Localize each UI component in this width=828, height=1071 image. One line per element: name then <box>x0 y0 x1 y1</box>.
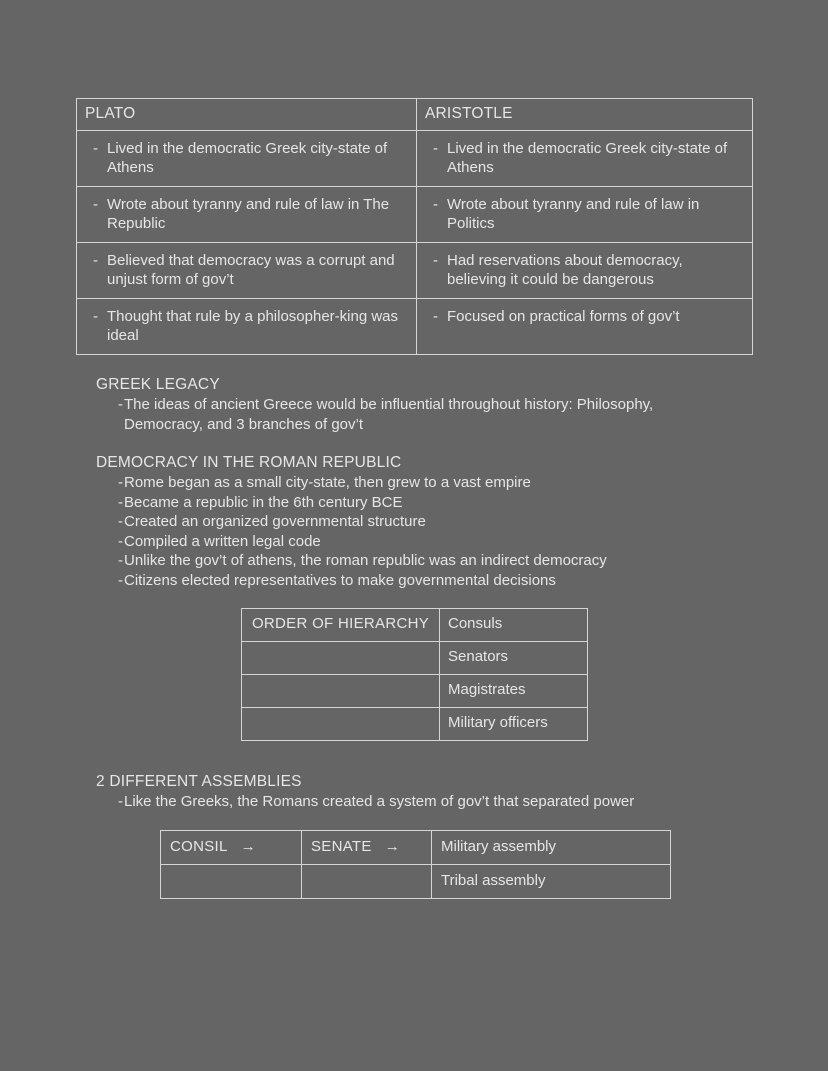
roman-republic-section <box>96 454 607 590</box>
assembly-cell-2: Tribal assembly <box>432 865 671 899</box>
greek-legacy-list <box>96 395 724 434</box>
cell-aristotle-1 <box>417 131 753 187</box>
hierarchy-empty-cell <box>242 642 440 675</box>
empty-cell <box>161 865 302 899</box>
cell-aristotle-3 <box>417 243 753 299</box>
list-item-text: The ideas of ancient Greece would be influential throughout history: Philosophy, Democracy, and 3 branches of gov’t <box>124 396 654 433</box>
list-item-text: Became a republic in the 6th century BCE <box>124 493 403 511</box>
bullet-dash: - <box>93 196 98 214</box>
column-header-aristotle: ARISTOTLE <box>417 99 753 131</box>
assemblies-heading: 2 DIFFERENT ASSEMBLIES <box>96 773 302 790</box>
hierarchy-rank-2: Senators <box>440 642 588 675</box>
list-item-text: Created an organized governmental structure <box>124 513 426 530</box>
bullet-dash: - <box>118 532 123 550</box>
cell-text: Believed that democracy was a corrupt and unjust form of gov’t <box>107 252 395 289</box>
list-item-text: Like the Greeks, the Romans created a system of gov’t that separated power <box>124 793 635 810</box>
hierarchy-empty-cell <box>242 675 440 708</box>
table-row <box>242 708 588 741</box>
list-item <box>96 473 607 493</box>
senate-label: SENATE <box>311 838 372 855</box>
cell-text: Thought that rule by a philosopher-king was ideal <box>107 308 399 345</box>
table-row <box>77 131 753 187</box>
assembly-flow-table <box>160 830 671 899</box>
consil-cell <box>161 831 302 865</box>
bullet-dash: - <box>433 140 438 157</box>
list-item <box>96 493 607 513</box>
order-of-hierarchy-table <box>241 608 588 741</box>
hierarchy-rank-1: Consuls <box>440 609 588 642</box>
assembly-cell-1: Military assembly <box>432 831 671 865</box>
table-row <box>77 299 753 355</box>
hierarchy-empty-cell <box>242 708 440 741</box>
bullet-dash: - <box>433 196 438 214</box>
table-row <box>161 865 671 899</box>
cell-plato-2 <box>77 187 417 243</box>
list-item-text: Rome began as a small city-state, then grew to a vast empire <box>124 474 531 491</box>
list-item-text: Citizens elected representatives to make governmental decisions <box>124 571 556 589</box>
cell-text: Focused on practical forms of gov’t <box>447 308 680 326</box>
hierarchy-label-cell: ORDER OF HIERARCHY <box>242 609 440 642</box>
table-row <box>242 642 588 675</box>
plato-aristotle-comparison-table <box>76 98 753 355</box>
bullet-dash: - <box>118 513 123 530</box>
assemblies-list <box>96 792 634 812</box>
bullet-dash: - <box>433 252 438 270</box>
consil-label: CONSIL <box>170 838 228 855</box>
list-item <box>96 512 607 532</box>
hierarchy-rank-4: Military officers <box>440 708 588 741</box>
bullet-dash: - <box>118 793 123 810</box>
bullet-dash: - <box>118 474 123 491</box>
bullet-dash: - <box>118 493 123 511</box>
list-item <box>96 532 607 552</box>
table-row <box>77 187 753 243</box>
arrow-right-icon: → <box>384 838 400 855</box>
greek-legacy-section <box>96 376 724 434</box>
table-row <box>242 609 588 642</box>
bullet-dash: - <box>118 571 123 589</box>
cell-text: Wrote about tyranny and rule of law in The Republic <box>107 196 390 233</box>
greek-legacy-heading: GREEK LEGACY <box>96 376 220 393</box>
assemblies-section <box>96 773 634 812</box>
bullet-dash: - <box>118 396 123 413</box>
table-row <box>161 831 671 865</box>
column-header-plato: PLATO <box>77 99 417 131</box>
hierarchy-rank-3: Magistrates <box>440 675 588 708</box>
cell-text: Had reservations about democracy, believing it could be dangerous <box>447 252 683 289</box>
bullet-dash: - <box>93 252 98 270</box>
cell-aristotle-2 <box>417 187 753 243</box>
table-header-row <box>77 99 753 131</box>
list-item <box>96 551 607 571</box>
cell-text: Lived in the democratic Greek city-state of Athens <box>107 140 388 177</box>
arrow-right-icon: → <box>240 838 256 855</box>
list-item-text: Unlike the gov’t of athens, the roman republic was an indirect democracy <box>124 552 607 569</box>
table-row <box>77 243 753 299</box>
cell-plato-4 <box>77 299 417 355</box>
cell-plato-3 <box>77 243 417 299</box>
table-row <box>242 675 588 708</box>
list-item <box>96 792 634 812</box>
roman-republic-list <box>96 473 607 590</box>
list-item <box>96 395 724 434</box>
list-item-text: Compiled a written legal code <box>124 532 321 550</box>
cell-aristotle-4 <box>417 299 753 355</box>
list-item <box>96 571 607 591</box>
empty-cell <box>302 865 432 899</box>
bullet-dash: - <box>433 308 438 326</box>
cell-text: Lived in the democratic Greek city-state of Athens <box>447 140 728 177</box>
senate-cell <box>302 831 432 865</box>
bullet-dash: - <box>93 140 98 157</box>
roman-republic-heading: DEMOCRACY IN THE ROMAN REPUBLIC <box>96 454 402 471</box>
cell-plato-1 <box>77 131 417 187</box>
cell-text: Wrote about tyranny and rule of law in Politics <box>447 196 700 233</box>
bullet-dash: - <box>93 308 98 326</box>
bullet-dash: - <box>118 552 123 569</box>
